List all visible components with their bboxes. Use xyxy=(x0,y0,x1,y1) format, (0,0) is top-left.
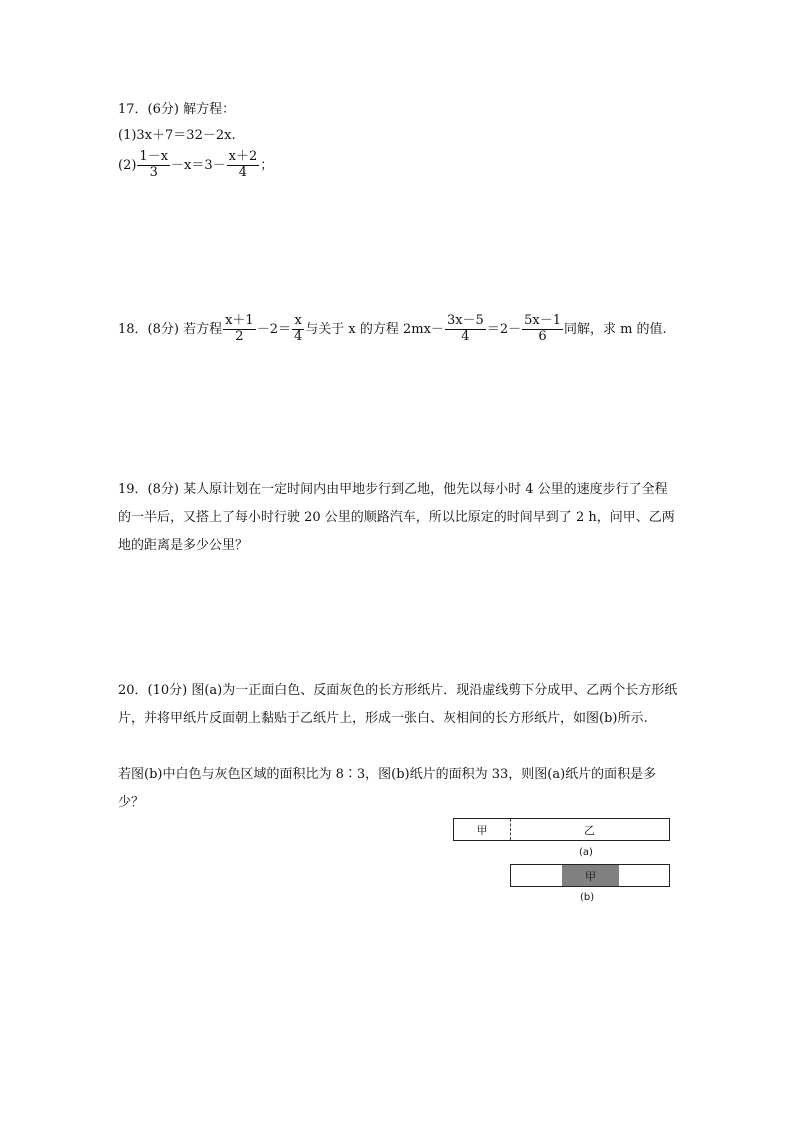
q20-text-2: 若图(b)中白色与灰色区域的面积比为 8∶3，图(b)纸片的面积为 33，则图(a)纸片的面积是多少？ xyxy=(118,767,657,810)
q17-header: 17．(6分) 解方程： xyxy=(118,102,236,117)
q17-part2-middle: －x＝3－ xyxy=(171,157,226,173)
q18-fraction-4-denominator: 6 xyxy=(538,328,547,344)
q18-fraction-4 xyxy=(522,314,563,345)
q17-fraction-1-numerator: 1－x xyxy=(139,149,169,164)
q17-fraction-2 xyxy=(227,150,260,181)
q17-part2-end: ； xyxy=(260,157,274,173)
q18-fraction-1-denominator: 2 xyxy=(235,328,244,344)
figure-a-strip xyxy=(453,818,670,841)
q17-fraction-1-denominator: 3 xyxy=(149,164,158,180)
q18-text-4: 同解，求 m 的值. xyxy=(563,321,667,337)
q18-fraction-3-numerator: 3x－5 xyxy=(446,313,484,328)
figure-b-caption: (b) xyxy=(580,892,595,903)
q18-prefix: 18．(8分) 若方程 xyxy=(118,321,223,337)
q17-part2 xyxy=(118,150,273,181)
q18-fraction-1-numerator: x＋1 xyxy=(225,313,254,328)
q18-fraction-3-denominator: 4 xyxy=(461,328,470,344)
q18-text-3: ＝2－ xyxy=(486,321,522,337)
q17-part1-label: (1) xyxy=(118,128,137,143)
figure-b-strip xyxy=(510,864,670,887)
figure-b-label-jia: 甲 xyxy=(585,870,596,883)
q18-fraction-4-numerator: 5x－1 xyxy=(524,313,561,328)
figure-a-caption: (a) xyxy=(579,847,593,858)
figure-a-label-yi: 乙 xyxy=(584,824,595,837)
q18-text-2: 与关于 x 的方程 2mx－ xyxy=(305,321,444,337)
q18-fraction-2-numerator: x xyxy=(292,314,304,330)
figure-a-label-jia: 甲 xyxy=(476,824,488,837)
q19-text: 19．(8分) 某人原计划在一定时间内由甲地步行到乙地，他先以每小时 4 公里的速度步行了全程的一半后，又搭上了每小时行驶 20 公里的顺路汽车，所以比原定的时间早到了 2 h，问甲、乙两地的距离是多少公里？ xyxy=(118,482,675,553)
q17-part2-label: (2) xyxy=(118,157,137,173)
q17-fraction-2-denominator: 4 xyxy=(238,164,248,180)
q18-fraction-2-denominator: 4 xyxy=(293,328,303,344)
q20-text-1: 20．(10分) 图(a)为一正面白色、反面灰色的长方形纸片．现沿虚线剪下分成甲、乙两个长方形纸片，并将甲纸片反面朝上黏贴于乙纸片上，形成一张白、灰相间的长方形纸片，如图(b)所示. xyxy=(118,683,678,726)
q17-part1 xyxy=(118,124,236,143)
q18-fraction-1 xyxy=(223,314,256,345)
q18-fraction-2 xyxy=(292,314,304,345)
q18-text-1: －2＝ xyxy=(256,321,291,337)
q17-fraction-1 xyxy=(137,150,170,181)
q17-fraction-2-numerator: x＋2 xyxy=(228,149,258,164)
q17-part1-equation: 3x＋7＝32－2x. xyxy=(136,128,236,143)
q18-fraction-3 xyxy=(445,314,486,345)
q18-line xyxy=(118,314,667,345)
